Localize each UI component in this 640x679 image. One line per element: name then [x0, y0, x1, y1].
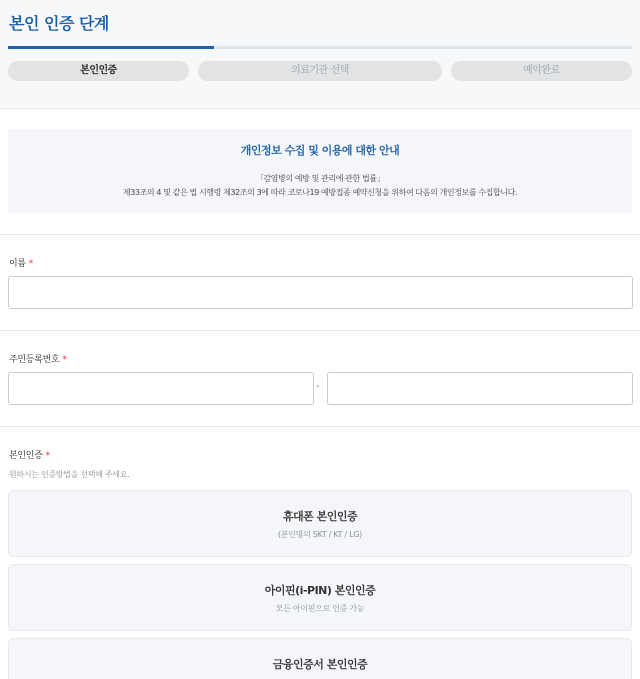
rrn-front-input[interactable]: [8, 372, 314, 405]
divider: [0, 330, 640, 331]
method-subtitle: (본인명의 SKT / KT / LG): [277, 530, 363, 539]
rrn-separator: -: [316, 381, 320, 392]
method-subtitle: 모든 아이핀으로 인증 가능: [275, 604, 365, 613]
divider: [0, 426, 640, 427]
required-mark: *: [28, 259, 33, 269]
progress-fill: [8, 46, 214, 49]
name-input[interactable]: [8, 276, 633, 309]
method-title: 휴대폰 본인인증: [282, 510, 358, 523]
ipin-auth-button[interactable]: [8, 564, 632, 631]
step-identity-verification: 본인인증: [8, 61, 189, 81]
notice-law-name: 「감염병의 예방 및 관리에 관한 법률」: [255, 174, 385, 183]
page-title: 본인 인증 단계: [9, 14, 109, 33]
method-title: 금융인증서 본인인증: [272, 658, 368, 671]
rrn-label: [9, 352, 67, 365]
method-title: 아이핀(i-PIN) 본인인증: [264, 584, 376, 597]
step-select-clinic: 의료기관 선택: [198, 61, 442, 81]
divider: [0, 234, 640, 235]
step-indicator: [0, 61, 640, 81]
step-reservation-complete: 예약완료: [451, 61, 632, 81]
auth-label: [9, 448, 50, 461]
privacy-notice: [8, 129, 632, 213]
auth-label-text: 본인인증: [9, 451, 43, 461]
name-label: [9, 256, 33, 269]
required-mark: *: [45, 451, 50, 461]
financial-cert-auth-button[interactable]: [8, 638, 632, 679]
page-header: [0, 0, 640, 109]
auth-hint: 원하시는 인증방법을 선택해 주세요.: [9, 470, 130, 479]
name-label-text: 이름: [9, 259, 26, 269]
rrn-label-text: 주민등록번호: [9, 355, 60, 365]
rrn-back-input[interactable]: [327, 372, 633, 405]
notice-description: 제33조의 4 및 같은 법 시행령 제32조의 3에 따라 코로나19 예방접종 예약신청을 위하여 다음의 개인정보를 수집합니다.: [122, 188, 518, 197]
progress-track: [8, 46, 632, 49]
required-mark: *: [62, 355, 67, 365]
phone-auth-button[interactable]: [8, 490, 632, 557]
notice-title: 개인정보 수집 및 이용에 대한 안내: [240, 144, 400, 157]
